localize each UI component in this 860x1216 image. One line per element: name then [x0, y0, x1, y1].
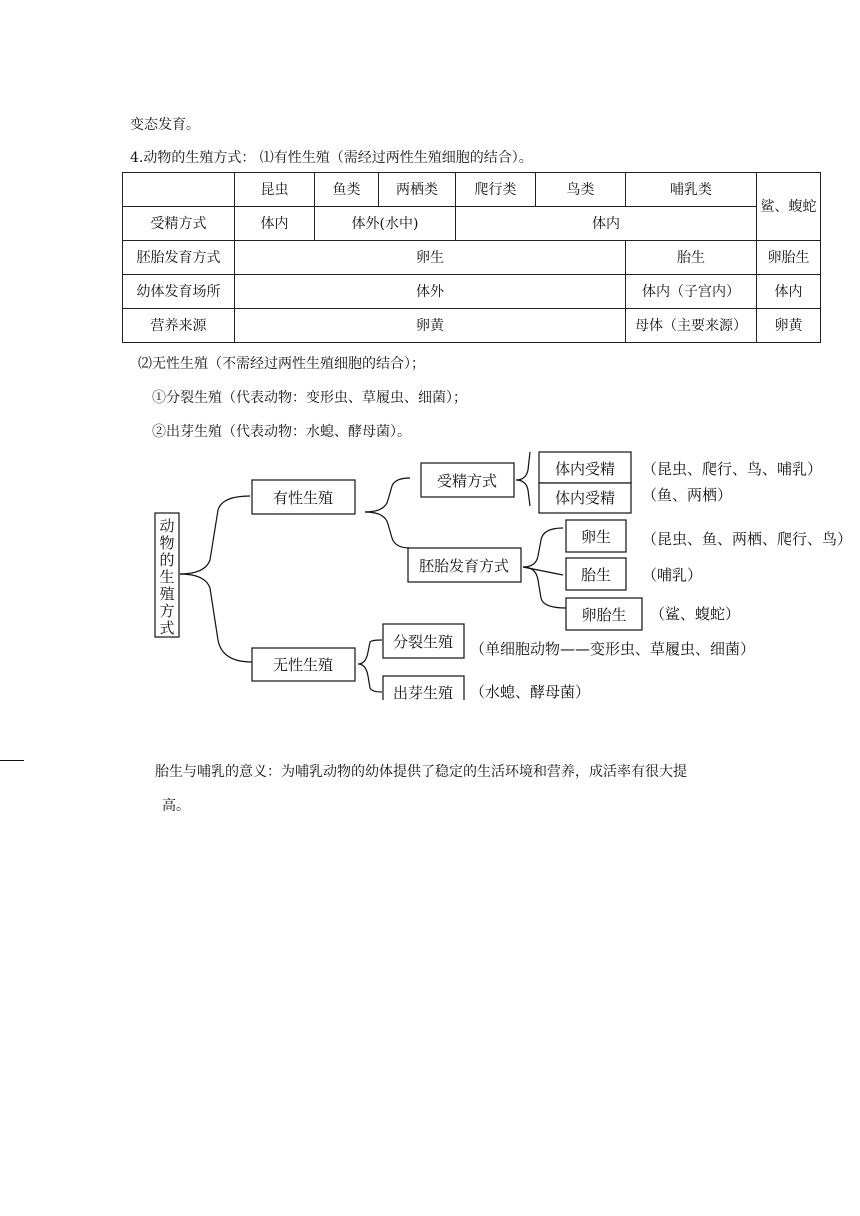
table-corner	[123, 173, 235, 207]
connector	[365, 478, 410, 512]
root-char: 动	[159, 517, 175, 535]
significance-text: 胎生与哺乳的意义：为哺乳动物的幼体提供了稳定的生活环境和营养，成活率有很大提	[155, 764, 687, 780]
section-heading: 4.动物的生殖方式： ⑴有性生殖（需经过两性生殖细胞的结合）。	[130, 150, 533, 166]
col-reptile: 爬行类	[456, 173, 536, 207]
row-label: 胚胎发育方式	[123, 241, 235, 275]
viviparous-note: （哺乳）	[642, 566, 703, 584]
fertilization-label: 受精方式	[436, 472, 498, 490]
table-cell: 卵生	[235, 241, 626, 275]
connector	[523, 567, 566, 608]
oviparous-note: （昆虫、鱼、两栖、爬行、鸟）	[642, 530, 853, 548]
intro-text: 变态发育。	[130, 117, 200, 133]
connector	[180, 496, 250, 574]
fission-label: 分裂生殖	[392, 633, 454, 651]
col-shark-viper: 鲨、蝮蛇	[757, 173, 821, 241]
row-label: 幼体发育场所	[123, 275, 235, 309]
connector	[523, 528, 563, 567]
internal-fertilization-label-2: 体内受精	[554, 489, 616, 507]
table-cell: 胎生	[626, 241, 757, 275]
table-row	[123, 275, 821, 309]
table-cell: 卵黄	[757, 309, 821, 343]
connector	[516, 480, 530, 506]
table-cell: 体内	[456, 207, 757, 241]
root-char: 物	[159, 534, 175, 552]
reproduction-table	[122, 172, 821, 343]
root-char: 的	[159, 551, 175, 569]
table-cell: 体内（子宫内）	[626, 275, 757, 309]
root-char: 方	[159, 602, 175, 620]
asexual-item-fission: ①分裂生殖（代表动物：变形虫、草履虫、细菌）；	[152, 390, 467, 406]
table-cell: 卵黄	[235, 309, 626, 343]
col-fish: 鱼类	[315, 173, 379, 207]
asexual-reproduction-label: 无性生殖	[272, 656, 334, 674]
embryo-development-label: 胚胎发育方式	[418, 557, 510, 575]
margin-rule	[0, 760, 24, 761]
table-cell: 卵胎生	[757, 241, 821, 275]
table-cell: 体外	[235, 275, 626, 309]
connector	[358, 640, 382, 664]
row-label: 营养来源	[123, 309, 235, 343]
table-cell: 体内	[235, 207, 315, 241]
significance-text-cont: 高。	[162, 798, 190, 814]
connector	[358, 664, 382, 692]
asexual-item-budding: ②出芽生殖（代表动物：水螅、酵母菌）。	[152, 424, 411, 440]
root-char: 式	[159, 619, 175, 637]
table-row	[123, 241, 821, 275]
root-char: 生	[159, 568, 175, 586]
table-cell: 母体（主要来源）	[626, 309, 757, 343]
asexual-heading: ⑵无性生殖（不需经过两性生殖细胞的结合）；	[138, 356, 425, 372]
col-amphibian: 两栖类	[379, 173, 456, 207]
col-mammal: 哺乳类	[626, 173, 757, 207]
table-cell: 体内	[757, 275, 821, 309]
connector	[180, 574, 252, 662]
root-char: 殖	[159, 585, 175, 603]
table-row	[123, 309, 821, 343]
viviparous-label: 胎生	[580, 566, 612, 584]
budding-label: 出芽生殖	[392, 684, 454, 700]
internal-fertilization-note: （昆虫、爬行、鸟、哺乳）	[642, 460, 823, 478]
connector	[365, 512, 410, 548]
reproduction-diagram	[0, 440, 860, 700]
sexual-reproduction-label: 有性生殖	[272, 489, 334, 507]
internal-fertilization-note-2: （鱼、两栖）	[642, 486, 733, 504]
table-row	[123, 207, 821, 241]
internal-fertilization-label: 体内受精	[554, 460, 616, 478]
ovoviviparous-label: 卵胎生	[581, 606, 627, 624]
table-header-row	[123, 173, 821, 207]
table-cell: 体外(水中)	[315, 207, 456, 241]
ovoviviparous-note: （鲨、蝮蛇）	[650, 605, 741, 623]
fission-note: （单细胞动物——变形虫、草履虫、细菌）	[470, 640, 756, 658]
col-insect: 昆虫	[235, 173, 315, 207]
row-label: 受精方式	[123, 207, 235, 241]
budding-note: （水螅、酵母菌）	[470, 683, 591, 700]
connector	[516, 452, 530, 480]
oviparous-label: 卵生	[580, 528, 612, 546]
col-bird: 鸟类	[536, 173, 626, 207]
